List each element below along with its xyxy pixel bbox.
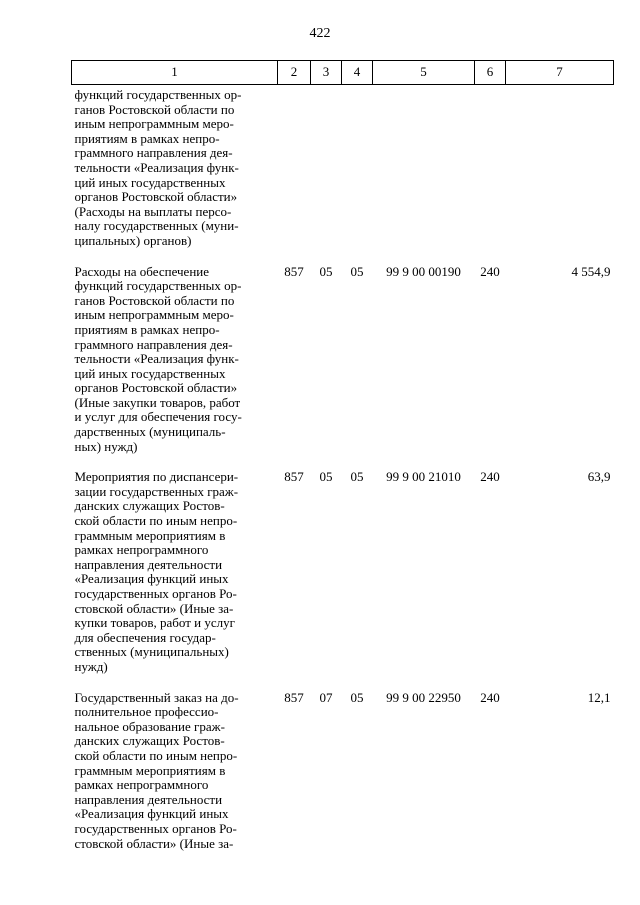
table-header-row [72,61,614,85]
column-header-3: 3 [311,61,342,85]
amount: 63,9 [587,469,611,485]
subsection-code: 05 [350,469,364,485]
amount: 4 554,9 [571,263,611,279]
column-header-4: 4 [342,61,373,85]
table-row-continuation [72,85,614,261]
column-header-7: 7 [506,61,614,85]
row-description: Государственный заказ на до- полнительное профессио- нальное образование граж- данских служащих Ростов- ской области по иным непро- граммным мероприятиям в рамках непрограммного направления деятельности «Реализация функций иных государственных органов Ро- стовской области» (Иные за- [74,689,239,851]
column-header-5: 5 [373,61,475,85]
ministry-code: 857 [284,689,304,705]
ministry-code: 857 [284,263,304,279]
subsection-code: 05 [350,689,364,705]
page-number: 422 [309,26,331,41]
expense-type-code: 240 [480,469,500,485]
row-description: функций государственных ор- ганов Ростовской области по иным непрограммным меро- приятиям в рамках непро- граммного направления дея- тельности «Реализация функ- ций иных государственных органов Ростовской области» (Расходы на выплаты персо- налу государственных (муни- ципальных) органов) [74,87,242,248]
table-row [72,687,614,864]
ministry-code: 857 [284,469,304,485]
column-header-1: 1 [72,61,278,85]
expense-type-code: 240 [480,263,500,279]
table-row [72,261,614,467]
budget-table [71,60,614,863]
section-code: 07 [319,689,333,705]
target-article-code: 99 9 00 21010 [386,469,461,485]
column-header-2: 2 [278,61,311,85]
subsection-code: 05 [350,263,364,279]
target-article-code: 99 9 00 00190 [386,263,461,279]
row-description: Мероприятия по диспансери- зации государственных граж- данских служащих Ростов- ской области по иным непро- граммным мероприятиям в рамках непрограммного направления деятельности «Реализация функций иных государственных органов Ро- стовской области» (Иные за- купки товаров, работ и услуг для обеспечения государ- ственных (муниципальных) нужд) [74,469,239,674]
section-code: 05 [319,263,333,279]
expense-type-code: 240 [480,689,500,705]
target-article-code: 99 9 00 22950 [386,689,461,705]
section-code: 05 [319,469,333,485]
amount: 12,1 [587,689,611,705]
table-row [72,466,614,686]
column-header-6: 6 [475,61,506,85]
row-description: Расходы на обеспечение функций государственных ор- ганов Ростовской области по иным непрограммным меро- приятиям в рамках непро- граммного направления дея- тельности «Реализация функ- ций иных государственных органов Ростовской области» (Иные закупки товаров, работ и услуг для обеспечения госу- дарственных (муниципаль- ных) нужд) [74,263,242,454]
